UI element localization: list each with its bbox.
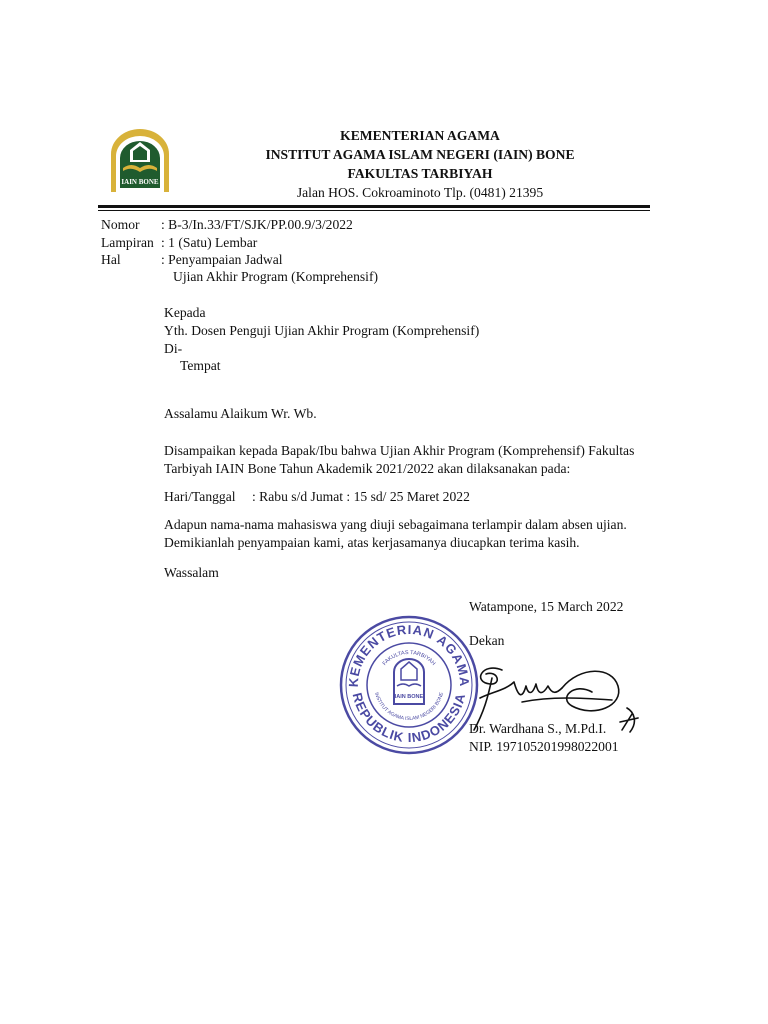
logo-text: IAIN BONE: [121, 178, 159, 186]
signatory-nip: NIP. 197105201998022001: [469, 739, 619, 754]
signatory-title: Dekan: [469, 633, 505, 648]
place-date: Watampone, 15 March 2022: [469, 599, 624, 614]
lampiran-value: : 1 (Satu) Lembar: [161, 235, 258, 250]
schedule-value: : Rabu s/d Jumat : 15 sd/ 25 Maret 2022: [252, 489, 470, 504]
recipient-di: Di-: [164, 341, 183, 356]
greeting: Assalamu Alaikum Wr. Wb.: [164, 406, 317, 421]
header-faculty: FAKULTAS TARBIYAH: [347, 166, 493, 181]
header-divider-thin: [98, 210, 650, 211]
paragraph-2-line-2: Demikianlah penyampaian kami, atas kerjasamanya diucapkan terima kasih.: [164, 535, 580, 550]
nomor-value: : B-3/In.33/FT/SJK/PP.00.9/3/2022: [161, 217, 353, 232]
iain-bone-logo: [107, 128, 173, 194]
hal-label: Hal: [101, 252, 121, 267]
stamp-inner-bottom-text: INSTITUT AGAMA ISLAM NEGERI BONE: [372, 691, 446, 723]
lampiran-label: Lampiran: [101, 235, 154, 250]
recipient-kepada: Kepada: [164, 305, 206, 320]
recipient-tempat: Tempat: [180, 358, 221, 373]
paragraph-1-line-1: Disampaikan kepada Bapak/Ibu bahwa Ujian Akhir Program (Komprehensif) Fakultas: [164, 443, 635, 458]
hal-value: : Penyampaian Jadwal: [161, 252, 283, 267]
stamp-inner-top-text: FAKULTAS TARBIYAH: [381, 649, 437, 667]
official-stamp: [338, 614, 480, 756]
hal-value-continued: Ujian Akhir Program (Komprehensif): [173, 269, 378, 284]
stamp-center-text: IAIN BONE: [394, 694, 424, 700]
header-ministry: KEMENTERIAN AGAMA: [340, 128, 500, 143]
stamp-bottom-text: REPUBLIK INDONESIA: [349, 691, 469, 746]
header-address: Jalan HOS. Cokroaminoto Tlp. (0481) 21395: [296, 185, 544, 200]
paragraph-1-line-2: Tarbiyah IAIN Bone Tahun Akademik 2021/2022 akan dilaksanakan pada:: [164, 461, 571, 476]
closing: Wassalam: [164, 565, 219, 580]
header-institute: INSTITUT AGAMA ISLAM NEGERI (IAIN) BONE: [265, 147, 575, 162]
schedule-label: Hari/Tanggal: [164, 489, 236, 504]
paragraph-2-line-1: Adapun nama-nama mahasiswa yang diuji sebagaimana terlampir dalam absen ujian.: [164, 517, 627, 532]
recipient-name: Yth. Dosen Penguji Ujian Akhir Program (Komprehensif): [164, 323, 480, 338]
signatory-name: Dr. Wardhana S., M.Pd.I.: [469, 721, 607, 736]
stamp-top-text: KEMENTERIAN AGAMA: [345, 621, 473, 688]
nomor-label: Nomor: [101, 217, 140, 232]
header-divider-thick: [98, 205, 650, 208]
